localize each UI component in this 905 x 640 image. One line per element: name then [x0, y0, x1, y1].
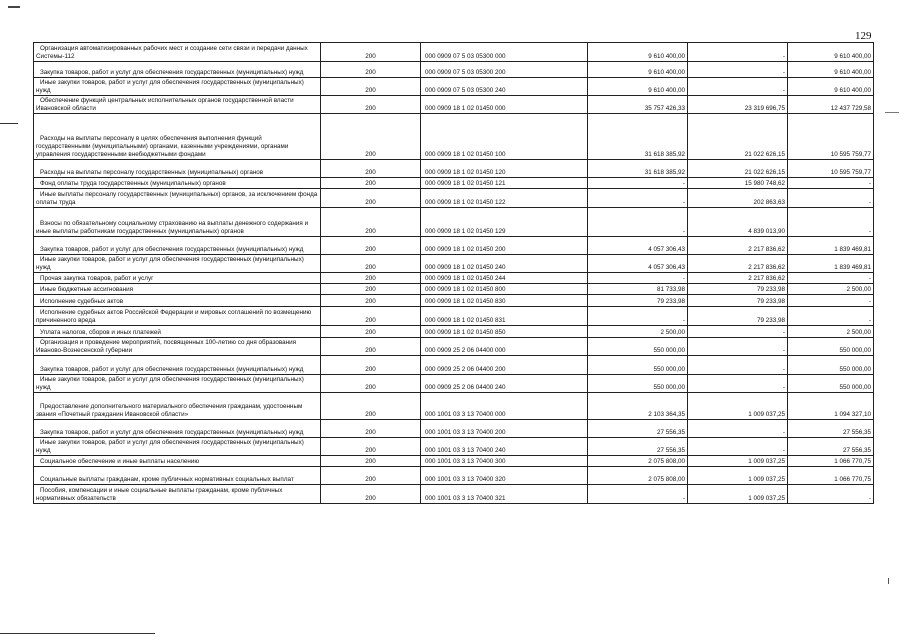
- table-row: [34, 208, 874, 237]
- budget-execution-table: [33, 42, 874, 504]
- row-executed-amount: -: [688, 78, 788, 96]
- row-approved-amount: 550 000,00: [588, 375, 688, 393]
- row-unexecuted-amount: 2 500,00: [788, 284, 874, 295]
- row-line-code: 200: [321, 326, 421, 338]
- row-line-code: 200: [321, 338, 421, 356]
- row-line-code: 200: [321, 420, 421, 438]
- row-approved-amount: -: [588, 208, 688, 237]
- row-budget-code: 000 0909 18 1 02 01450 240: [421, 255, 588, 273]
- row-line-code: 200: [321, 393, 421, 420]
- row-line-code: 200: [321, 160, 421, 178]
- row-line-code: 200: [321, 467, 421, 485]
- table-row: [34, 307, 874, 326]
- row-executed-amount: 1 009 037,25: [688, 393, 788, 420]
- table-row: [34, 456, 874, 467]
- row-budget-code: 000 0909 07 5 03 05300 240: [421, 78, 588, 96]
- row-executed-amount: 21 022 626,15: [688, 160, 788, 178]
- row-line-code: 200: [321, 438, 421, 456]
- row-name: Иные выплаты персоналу государственных (муниципальных) органов, за исключением фонда оплаты труда: [34, 189, 321, 208]
- row-line-code: 200: [321, 62, 421, 78]
- row-unexecuted-amount: 12 437 729,58: [788, 96, 874, 114]
- row-budget-code: 000 0909 18 1 02 01450 244: [421, 273, 588, 284]
- row-unexecuted-amount: -: [788, 295, 874, 307]
- row-budget-code: 000 0909 18 1 02 01450 850: [421, 326, 588, 338]
- row-executed-amount: 1 009 037,25: [688, 485, 788, 504]
- row-budget-code: 000 0909 18 1 02 01450 800: [421, 284, 588, 295]
- row-executed-amount: 79 233,98: [688, 295, 788, 307]
- row-name: Исполнение судебных актов Российской Федерации и мировых соглашений по возмещению причиненного вреда: [34, 307, 321, 326]
- table-row: [34, 255, 874, 273]
- row-line-code: 200: [321, 189, 421, 208]
- row-executed-amount: 1 009 037,25: [688, 456, 788, 467]
- row-name: Иные закупки товаров, работ и услуг для обеспечения государственных (муниципальных) нужд: [34, 438, 321, 456]
- row-name: Иные закупки товаров, работ и услуг для обеспечения государственных (муниципальных) нужд: [34, 255, 321, 273]
- row-unexecuted-amount: 9 610 400,00: [788, 62, 874, 78]
- table-body: [34, 43, 874, 504]
- row-budget-code: 000 0909 18 1 02 01450 121: [421, 178, 588, 189]
- table-row: [34, 43, 874, 62]
- row-executed-amount: -: [688, 375, 788, 393]
- row-name: Расходы на выплаты персоналу государственных (муниципальных) органов: [34, 160, 321, 178]
- row-approved-amount: 27 556,35: [588, 420, 688, 438]
- table-row: [34, 295, 874, 307]
- row-approved-amount: 550 000,00: [588, 338, 688, 356]
- row-unexecuted-amount: 27 556,35: [788, 420, 874, 438]
- row-line-code: 200: [321, 375, 421, 393]
- row-executed-amount: -: [688, 356, 788, 375]
- row-unexecuted-amount: -: [788, 273, 874, 284]
- row-executed-amount: 79 233,98: [688, 284, 788, 295]
- row-budget-code: 000 1001 03 3 13 70400 200: [421, 420, 588, 438]
- row-approved-amount: 9 610 400,00: [588, 43, 688, 62]
- row-line-code: 200: [321, 485, 421, 504]
- table-row: [34, 326, 874, 338]
- row-budget-code: 000 0909 07 5 03 05300 000: [421, 43, 588, 62]
- row-name: Исполнение судебных актов: [34, 295, 321, 307]
- row-executed-amount: 2 217 836,62: [688, 273, 788, 284]
- row-budget-code: 000 1001 03 3 13 70400 321: [421, 485, 588, 504]
- row-approved-amount: -: [588, 485, 688, 504]
- row-budget-code: 000 0909 25 2 06 04400 000: [421, 338, 588, 356]
- row-budget-code: 000 1001 03 3 13 70400 320: [421, 467, 588, 485]
- row-executed-amount: -: [688, 326, 788, 338]
- row-approved-amount: 2 075 808,00: [588, 456, 688, 467]
- row-unexecuted-amount: 10 595 759,77: [788, 114, 874, 160]
- row-executed-amount: -: [688, 338, 788, 356]
- row-budget-code: 000 1001 03 3 13 70400 240: [421, 438, 588, 456]
- row-line-code: 200: [321, 208, 421, 237]
- row-approved-amount: 31 618 385,92: [588, 160, 688, 178]
- row-name: Прочая закупка товаров, работ и услуг: [34, 273, 321, 284]
- row-name: Уплата налогов, сборов и иных платежей: [34, 326, 321, 338]
- row-name: Обеспечение функций центральных исполнительных органов государственной власти Ивановской области: [34, 96, 321, 114]
- row-name: Закупка товаров, работ и услуг для обеспечения государственных (муниципальных) нужд: [34, 62, 321, 78]
- row-name: Иные бюджетные ассигнования: [34, 284, 321, 295]
- row-line-code: 200: [321, 114, 421, 160]
- row-executed-amount: -: [688, 43, 788, 62]
- scan-mark-left: [0, 123, 18, 124]
- row-executed-amount: 2 217 836,62: [688, 237, 788, 255]
- table-row: [34, 237, 874, 255]
- table-row: [34, 485, 874, 504]
- row-line-code: 200: [321, 456, 421, 467]
- row-budget-code: 000 0909 18 1 02 01450 120: [421, 160, 588, 178]
- row-executed-amount: 202 863,63: [688, 189, 788, 208]
- row-approved-amount: 2 103 364,35: [588, 393, 688, 420]
- row-name: Фонд оплаты труда государственных (муниципальных) органов: [34, 178, 321, 189]
- table-row: [34, 62, 874, 78]
- row-unexecuted-amount: -: [788, 485, 874, 504]
- row-approved-amount: 2 500,00: [588, 326, 688, 338]
- row-approved-amount: 9 610 400,00: [588, 78, 688, 96]
- row-unexecuted-amount: 9 610 400,00: [788, 78, 874, 96]
- row-approved-amount: 27 556,35: [588, 438, 688, 456]
- row-approved-amount: -: [588, 178, 688, 189]
- row-line-code: 200: [321, 295, 421, 307]
- page-number: 129: [855, 30, 872, 42]
- row-name: Иные закупки товаров, работ и услуг для обеспечения государственных (муниципальных) нужд: [34, 78, 321, 96]
- row-budget-code: 000 0909 18 1 02 01450 100: [421, 114, 588, 160]
- row-unexecuted-amount: 1 066 770,75: [788, 456, 874, 467]
- table-row: [34, 338, 874, 356]
- row-budget-code: 000 0909 18 1 02 01450 122: [421, 189, 588, 208]
- row-unexecuted-amount: -: [788, 208, 874, 237]
- row-approved-amount: 4 057 306,43: [588, 255, 688, 273]
- row-line-code: 200: [321, 273, 421, 284]
- row-approved-amount: 31 618 385,92: [588, 114, 688, 160]
- row-approved-amount: 79 233,98: [588, 295, 688, 307]
- row-executed-amount: -: [688, 420, 788, 438]
- row-executed-amount: 15 980 748,62: [688, 178, 788, 189]
- table-row: [34, 420, 874, 438]
- row-executed-amount: 2 217 836,62: [688, 255, 788, 273]
- row-budget-code: 000 0909 18 1 02 01450 000: [421, 96, 588, 114]
- row-budget-code: 000 0909 07 5 03 05300 200: [421, 62, 588, 78]
- row-name: Расходы на выплаты персоналу в целях обеспечения выполнения функций государственными (муниципальными) органами, казенными учреждениями, органами управления государственными внебюджетными фондами: [34, 114, 321, 160]
- row-name: Взносы по обязательному социальному страхованию на выплаты денежного содержания и иные выплаты работникам государственных (муниципальных) органов: [34, 208, 321, 237]
- scan-mark-tick: [888, 578, 889, 584]
- table-row: [34, 78, 874, 96]
- row-budget-code: 000 0909 18 1 02 01450 200: [421, 237, 588, 255]
- row-unexecuted-amount: 9 610 400,00: [788, 43, 874, 62]
- row-approved-amount: 550 000,00: [588, 356, 688, 375]
- row-unexecuted-amount: 1 839 469,81: [788, 255, 874, 273]
- table-row: [34, 284, 874, 295]
- row-name: Социальные выплаты гражданам, кроме публичных нормативных социальных выплат: [34, 467, 321, 485]
- row-unexecuted-amount: 1 094 327,10: [788, 393, 874, 420]
- row-line-code: 200: [321, 307, 421, 326]
- row-approved-amount: -: [588, 307, 688, 326]
- row-budget-code: 000 0909 25 2 06 04400 200: [421, 356, 588, 375]
- row-line-code: 200: [321, 255, 421, 273]
- row-line-code: 200: [321, 237, 421, 255]
- row-budget-code: 000 0909 18 1 02 01450 831: [421, 307, 588, 326]
- row-budget-code: 000 0909 18 1 02 01450 129: [421, 208, 588, 237]
- row-name: Закупка товаров, работ и услуг для обеспечения государственных (муниципальных) нужд: [34, 420, 321, 438]
- row-approved-amount: 4 057 306,43: [588, 237, 688, 255]
- row-name: Закупка товаров, работ и услуг для обеспечения государственных (муниципальных) нужд: [34, 356, 321, 375]
- row-unexecuted-amount: 2 500,00: [788, 326, 874, 338]
- table-row: [34, 160, 874, 178]
- scan-mark-bottom: [0, 633, 155, 634]
- row-name: Иные закупки товаров, работ и услуг для обеспечения государственных (муниципальных) нужд: [34, 375, 321, 393]
- row-approved-amount: -: [588, 189, 688, 208]
- row-unexecuted-amount: 1 839 469,81: [788, 237, 874, 255]
- row-approved-amount: 9 610 400,00: [588, 62, 688, 78]
- row-budget-code: 000 1001 03 3 13 70400 000: [421, 393, 588, 420]
- row-approved-amount: 81 733,98: [588, 284, 688, 295]
- row-budget-code: 000 0909 18 1 02 01450 830: [421, 295, 588, 307]
- row-line-code: 200: [321, 78, 421, 96]
- table-row: [34, 356, 874, 375]
- table-row: [34, 273, 874, 284]
- table-row: [34, 114, 874, 160]
- row-name: Предоставление дополнительного материального обеспечения гражданам, удостоенным звания «Почетный гражданин Ивановской области»: [34, 393, 321, 420]
- row-line-code: 200: [321, 356, 421, 375]
- row-approved-amount: 2 075 808,00: [588, 467, 688, 485]
- row-executed-amount: 21 022 626,15: [688, 114, 788, 160]
- row-approved-amount: 35 757 426,33: [588, 96, 688, 114]
- table-row: [34, 96, 874, 114]
- row-unexecuted-amount: -: [788, 189, 874, 208]
- row-unexecuted-amount: 550 000,00: [788, 375, 874, 393]
- row-name: Социальное обеспечение и иные выплаты населению: [34, 456, 321, 467]
- row-line-code: 200: [321, 178, 421, 189]
- row-line-code: 200: [321, 284, 421, 295]
- row-executed-amount: 1 009 037,25: [688, 467, 788, 485]
- row-unexecuted-amount: 10 595 759,77: [788, 160, 874, 178]
- row-line-code: 200: [321, 96, 421, 114]
- table-row: [34, 178, 874, 189]
- row-name: Пособия, компенсации и иные социальные выплаты гражданам, кроме публичных нормативных обязательств: [34, 485, 321, 504]
- row-line-code: 200: [321, 43, 421, 62]
- row-approved-amount: -: [588, 273, 688, 284]
- row-executed-amount: -: [688, 62, 788, 78]
- row-unexecuted-amount: 27 556,35: [788, 438, 874, 456]
- row-name: Организация и проведение мероприятий, посвященных 100-летию со дня образования Иваново-Вознесенской губернии: [34, 338, 321, 356]
- row-unexecuted-amount: -: [788, 307, 874, 326]
- row-executed-amount: 4 839 013,90: [688, 208, 788, 237]
- table-row: [34, 438, 874, 456]
- row-unexecuted-amount: -: [788, 178, 874, 189]
- table-row: [34, 393, 874, 420]
- table-row: [34, 375, 874, 393]
- scan-mark-top: [8, 6, 20, 8]
- row-unexecuted-amount: 1 066 770,75: [788, 467, 874, 485]
- table-row: [34, 467, 874, 485]
- row-executed-amount: -: [688, 438, 788, 456]
- row-executed-amount: 23 319 696,75: [688, 96, 788, 114]
- row-name: Организация автоматизированных рабочих мест и создание сети связи и передачи данных Системы-112: [34, 43, 321, 62]
- row-budget-code: 000 1001 03 3 13 70400 300: [421, 456, 588, 467]
- row-executed-amount: 79 233,98: [688, 307, 788, 326]
- row-name: Закупка товаров, работ и услуг для обеспечения государственных (муниципальных) нужд: [34, 237, 321, 255]
- row-budget-code: 000 0909 25 2 06 04400 240: [421, 375, 588, 393]
- row-unexecuted-amount: 550 000,00: [788, 338, 874, 356]
- row-unexecuted-amount: 550 000,00: [788, 356, 874, 375]
- table-row: [34, 189, 874, 208]
- scan-mark-right: [885, 112, 899, 113]
